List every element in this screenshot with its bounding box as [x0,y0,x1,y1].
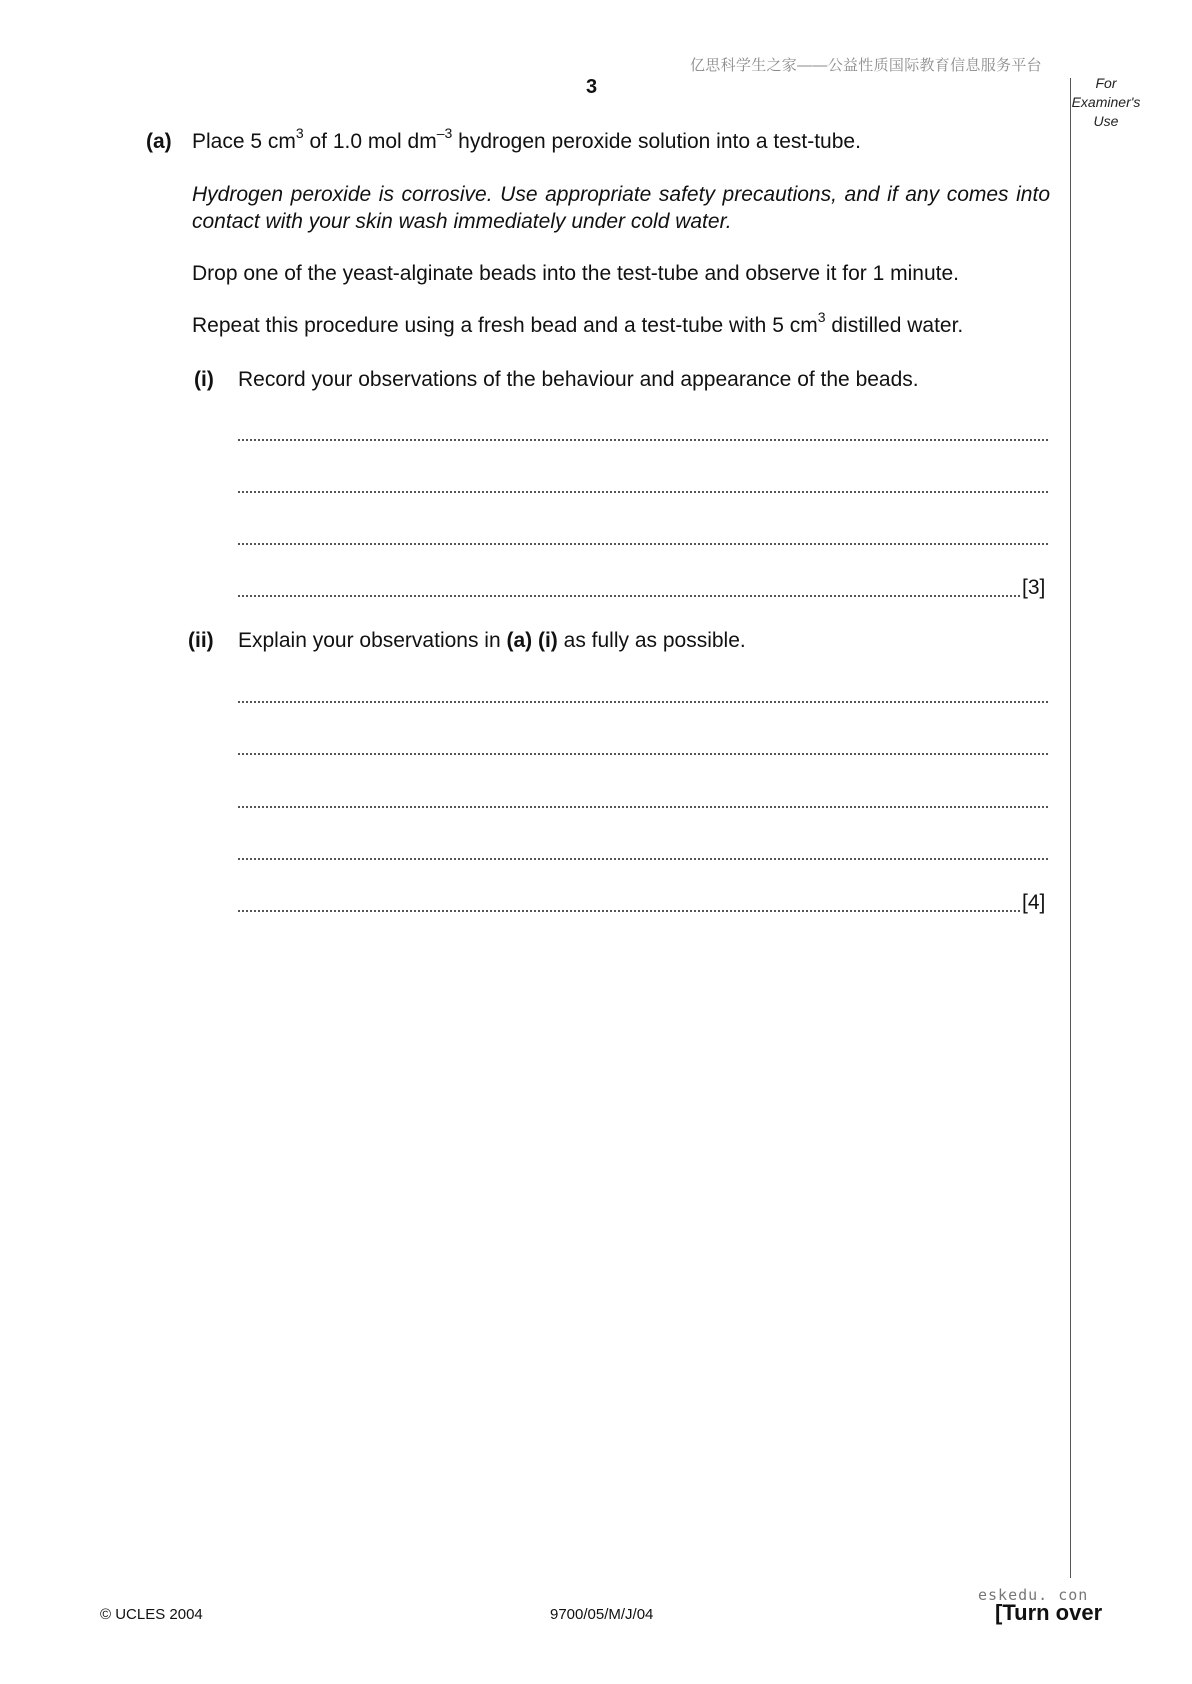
answer-line-ii-1[interactable] [238,687,1048,703]
sub-ii-text-1: Explain your observations in [238,629,507,652]
copyright: © UCLES 2004 [100,1606,203,1623]
part-a-label: (a) [146,130,172,153]
intro-text-3: hydrogen peroxide solution into a test-tube. [452,130,861,153]
sub-ii-reference: (a) (i) [506,629,558,652]
repeat-instruction [192,309,1052,339]
page-number: 3 [586,76,598,98]
answer-line-ii-2[interactable] [238,739,1048,755]
paper-code: 9700/05/M/J/04 [550,1606,654,1623]
examiner-line-3: Use [1093,113,1119,129]
intro-instruction [192,125,1052,155]
mark-ii: [4] [1022,891,1046,914]
intro-sup-2: –3 [436,125,453,141]
examiner-line-1: For [1095,75,1117,91]
examiner-margin-rule [1070,78,1071,1578]
safety-warning: Hydrogen peroxide is corrosive. Use appropriate safety precautions, and if any comes into contact with your skin wash immediately under cold water. [192,183,1050,233]
sub-ii-text [238,627,1058,654]
repeat-text-2: distilled water. [825,314,964,337]
answer-line-ii-3[interactable] [238,792,1048,808]
answer-line-i-1[interactable] [238,425,1048,441]
header-watermark: 亿思科学生之家——公益性质国际教育信息服务平台 [690,57,1042,74]
repeat-sup: 3 [817,309,826,325]
examiner-use-label [1070,74,1142,131]
answer-line-i-2[interactable] [238,477,1048,493]
intro-text-1: Place 5 cm [192,130,296,153]
sub-i-label: (i) [194,368,214,391]
intro-text-2: of 1.0 mol dm [303,130,437,153]
answer-line-i-4[interactable] [238,581,1020,597]
drop-instruction: Drop one of the yeast-alginate beads into the test-tube and observe it for 1 minute. [192,262,959,285]
answer-line-ii-5[interactable] [238,896,1020,912]
sub-ii-label: (ii) [188,629,214,652]
sub-i-text: Record your observations of the behaviour and appearance of the beads. [238,368,919,391]
repeat-text-1: Repeat this procedure using a fresh bead and a test-tube with 5 cm [192,314,818,337]
intro-sup-1: 3 [295,125,304,141]
sub-ii-text-2: as fully as possible. [557,629,746,652]
site-watermark: eskedu. con [978,1586,1089,1604]
answer-line-ii-4[interactable] [238,844,1048,860]
mark-i: [3] [1022,576,1046,599]
turn-over: [Turn over [995,1600,1103,1625]
examiner-line-2: Examiner's [1071,94,1141,110]
answer-line-i-3[interactable] [238,529,1048,545]
